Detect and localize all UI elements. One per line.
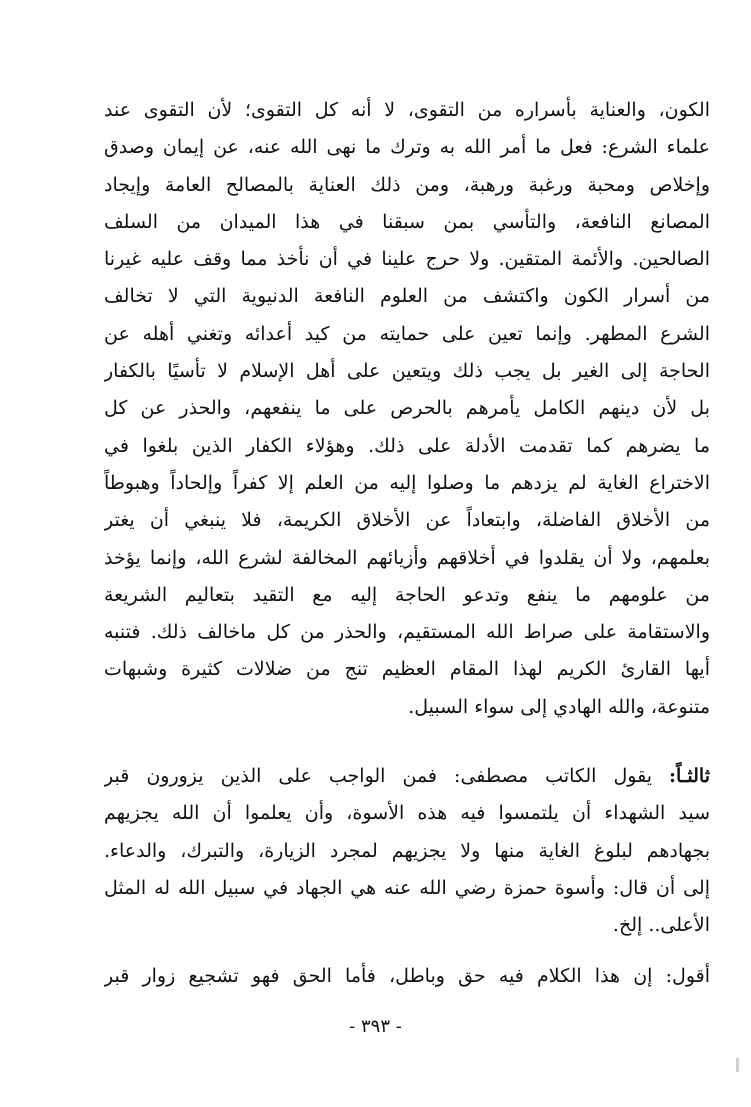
paragraph-line: الاختراع الغاية لم يزدهم ما وصلوا إليه من العلم إلا كفراً وإلحاداً وهبوطاً	[104, 471, 710, 494]
paragraph-line: متنوعة، والله الهادي إلى سواء السبيل.	[408, 695, 710, 718]
paragraph-line: الشرع المطهر. وإنما تعين على حمايته من كيد أعدائه وتغني أهله عن	[104, 322, 710, 345]
scan-edge-mark	[736, 1058, 739, 1072]
paragraph-line: من أسرار الكون واكتشف من العلوم النافعة الدنيوية التي لا تخالف	[104, 285, 710, 308]
paragraph-line: ما يضرهم كما تقدمت الأدلة على ذلك. وهؤلاء الكفار الذين بلغوا في	[104, 434, 710, 457]
paragraph-line: أقول: إن هذا الكلام فيه حق وباطل، فأما الحق فهو تشجيع زوار قبر	[104, 965, 710, 987]
paragraph-line	[104, 758, 710, 795]
section-lead-word: ثالثـاً:	[669, 765, 710, 787]
paragraph-line: المصانع النافعة، والتأسي بمن سبقنا في هذا الميدان من السلف	[104, 210, 710, 233]
paragraph-line: الكون، والعناية بأسراره من التقوى، لا أنه كل التقوى؛ لأن التقوى عند	[104, 99, 710, 121]
paragraph-line: الصالحين. والأئمة المتقين. ولا حرج علينا في أن نأخذ مما وقف عليه غيرنا	[104, 248, 710, 271]
paragraph-line: بل لأن دينهم الكامل يأمرهم بالحرص على ما ينفعهم، والحذر عن كل	[104, 397, 710, 420]
paragraph-line: من علومهم ما ينفع وتدعو الحاجة إليه مع التقيد بتعاليم الشريعة	[104, 583, 710, 606]
paragraph-1	[104, 92, 710, 726]
paragraph-line: سيد الشهداء أن يلتمسوا فيه هذه الأسوة، وأن يعلموا أن الله يجزيهم	[104, 802, 710, 825]
paragraph-line: الأعلى.. إلخ.	[612, 914, 710, 937]
paragraph-line: علماء الشرع: فعل ما أمر الله به وترك ما نهى الله عنه، عن إيمان وصدق	[104, 136, 710, 159]
paragraph-line: إلى أن قال: وأسوة حمزة رضي الله عنه هي الجهاد في سبيل الله له المثل	[104, 876, 710, 899]
paragraph-line: من الأخلاق الفاضلة، وابتعاداً عن الأخلاق الكريمة، فلا ينبغي أن يغتر	[104, 509, 710, 532]
paragraph-line: بعلمهم، ولا أن يقلدوا في أخلاقهم وأزيائهم المخالفة لشرع الله، وإنما يؤخذ	[104, 546, 710, 569]
page-number: - ٣٩٣ -	[349, 1016, 402, 1037]
paragraph-line: وإخلاص ومحبة ورغبة ورهبة، ومن ذلك العناية بالمصالح العامة وإيجاد	[104, 173, 710, 196]
paragraph-line-text: يقول الكاتب مصطفى: فمن الواجب على الذين يزورون قبر	[104, 765, 670, 787]
paragraph-line: والاستقامة على صراط الله المستقيم، والحذر من كل ماخالف ذلك. فتنبه	[104, 621, 710, 644]
paragraph-line: بجهادهم لبلوغ الغاية منها ولا يجزيهم لمجرد الزيارة، والتبرك، والدعاء.	[104, 839, 710, 862]
paragraph-line: أيها القارئ الكريم لهذا المقام العظيم تنج من ضلالات كثيرة وشبهات	[104, 658, 710, 681]
paragraph-2	[104, 758, 710, 944]
paragraph-line: الحاجة إلى الغير بل يجب ذلك ويتعين على أهل الإسلام لا تأسيًا بالكفار	[104, 360, 710, 383]
paragraph-3	[104, 958, 710, 995]
